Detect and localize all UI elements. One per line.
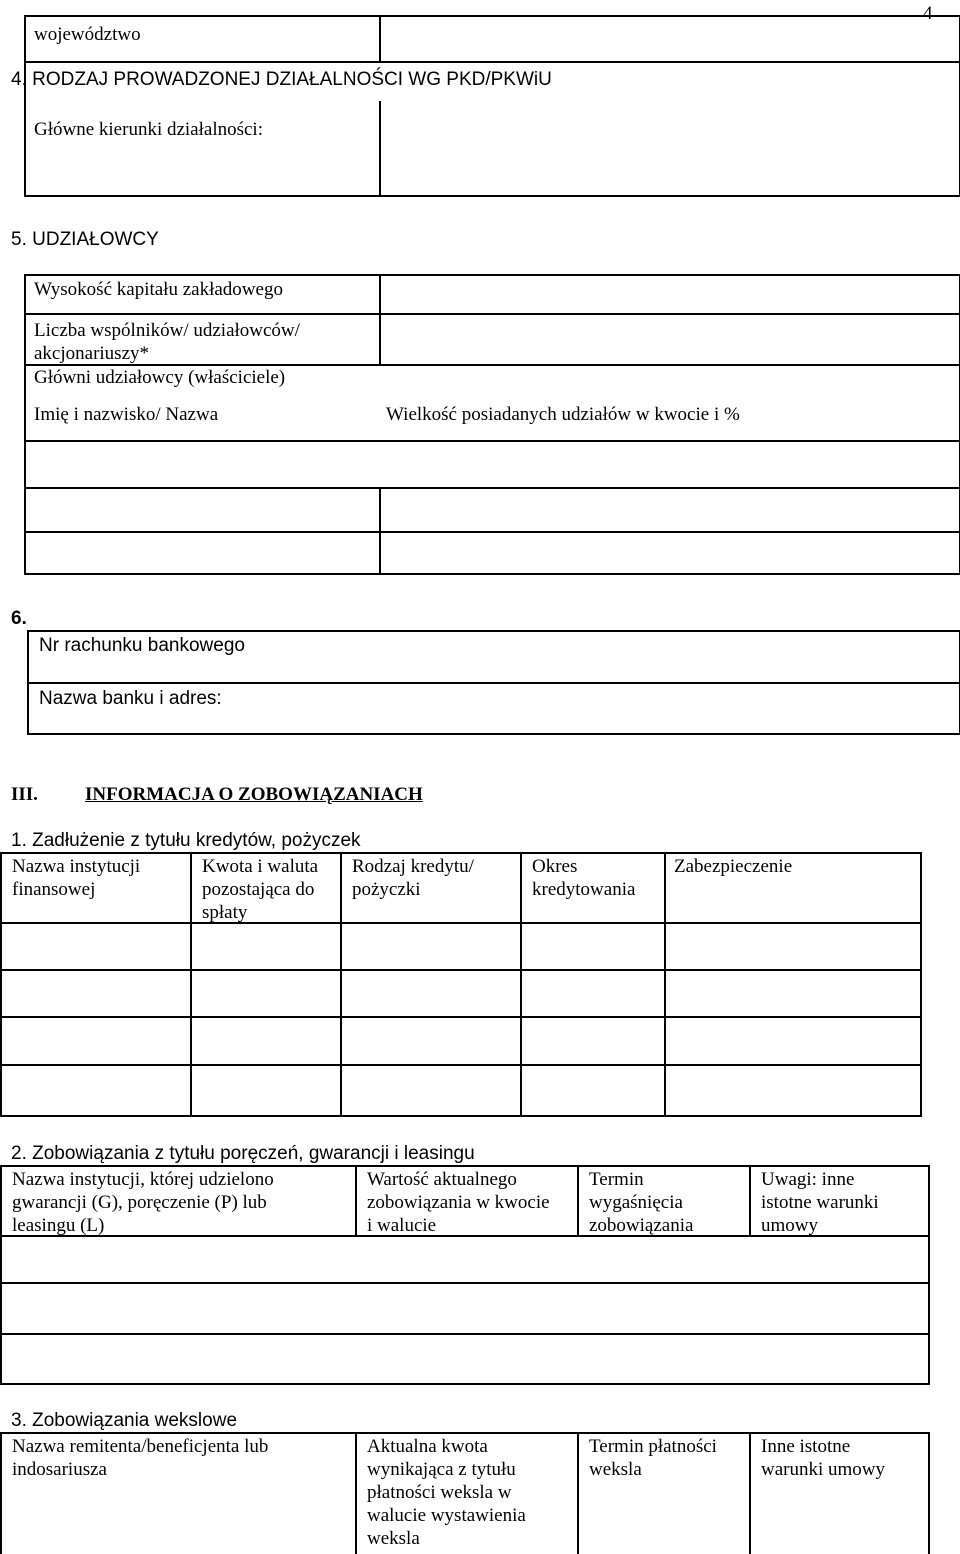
bank-name-label: Nazwa banku i adres: (39, 688, 222, 709)
shareholder-shares-header: Wielkość posiadanych udziałów w kwocie i % (386, 404, 740, 425)
bank-account-label: Nr rachunku bankowego (39, 635, 245, 656)
section-III-title: INFORMACJA O ZOBOWIĄZANIACH (85, 784, 423, 805)
guarantees-table-title: 2. Zobowiązania z tytułu poręczeń, gwarancji i leasingu (11, 1143, 475, 1164)
page-number: 4 (923, 3, 933, 24)
bills-header-amount: Aktualna kwota wynikająca z tytułu płatności weksla w walucie wystawienia weksla (367, 1436, 526, 1549)
section-5-title: 5. UDZIAŁOWCY (11, 229, 159, 250)
debt-header-collateral: Zabezpieczenie (674, 856, 793, 877)
bills-header-remitter: Nazwa remitenta/beneficjenta lub indosariusza (12, 1436, 269, 1480)
debt-header-period: Okres kredytowania (532, 856, 636, 900)
guarantees-header-value: Wartość aktualnego zobowiązania w kwocie i walucie (367, 1169, 550, 1236)
section-6-number: 6. (11, 608, 27, 629)
section-4-title: 4. RODZAJ PROWADZONEJ DZIAŁALNOŚCI WG PKD/PKWiU (11, 69, 552, 90)
bills-table-title: 3. Zobowiązania wekslowe (11, 1410, 238, 1431)
bills-header-other-terms: Inne istotne warunki umowy (761, 1436, 886, 1480)
main-shareholders-label: Główni udziałowcy (właściciele) (34, 367, 286, 388)
guarantees-header-remarks: Uwagi: inne istotne warunki umowy (761, 1169, 879, 1236)
guarantees-header-institution: Nazwa instytucji, której udzielono gwarancji (G), poręczenie (P) lub leasingu (L) (12, 1169, 274, 1236)
debt-header-amount: Kwota i waluta pozostająca do spłaty (202, 856, 319, 923)
debt-header-type: Rodzaj kredytu/ pożyczki (352, 856, 474, 900)
section-III-numeral: III. (11, 784, 38, 805)
guarantees-header-expiry: Termin wygaśnięcia zobowiązania (589, 1169, 694, 1236)
debt-table-title: 1. Zadłużenie z tytułu kredytów, pożyczek (11, 830, 361, 851)
partners-count-label: Liczba wspólników/ udziałowców/ akcjonariuszy* (34, 320, 300, 364)
main-activities-label: Główne kierunki działalności: (34, 119, 263, 140)
bills-header-due-date: Termin płatności weksla (589, 1436, 717, 1480)
shareholder-name-header: Imię i nazwisko/ Nazwa (34, 404, 219, 425)
debt-header-institution: Nazwa instytucji finansowej (12, 856, 141, 900)
wojewodztwo-label: województwo (34, 24, 141, 45)
share-capital-label: Wysokość kapitału zakładowego (34, 279, 283, 300)
